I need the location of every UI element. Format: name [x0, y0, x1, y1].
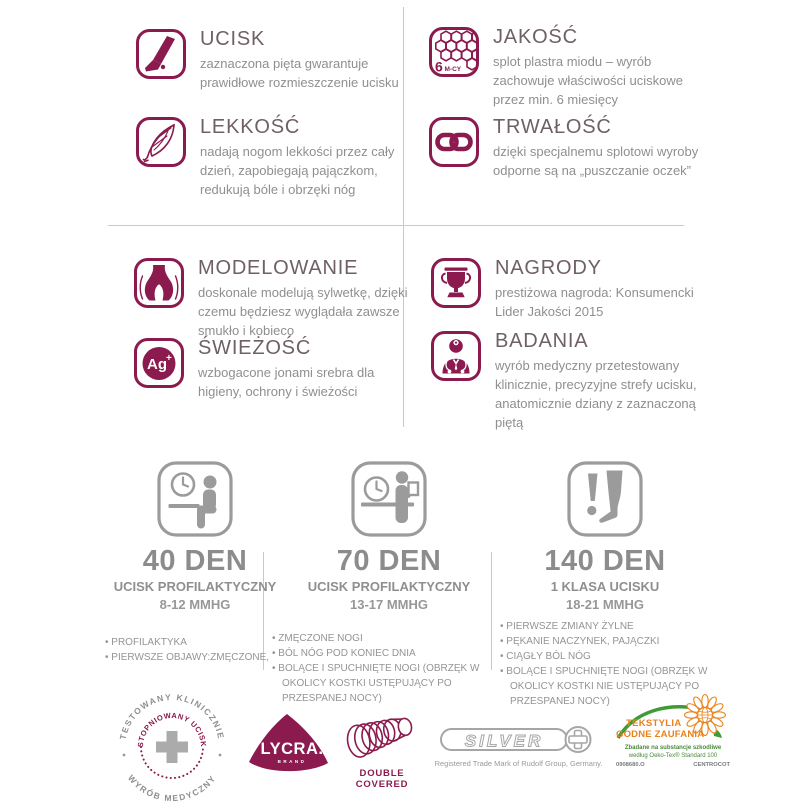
- silver-ion-icon: [133, 337, 185, 389]
- counter-standing-icon: [350, 460, 428, 538]
- feature-lekkosc: [135, 116, 425, 200]
- chain-links-icon: [428, 116, 480, 168]
- honeycomb-icon: [428, 26, 480, 78]
- months-number: 6: [435, 58, 443, 75]
- desk-sitting-icon: [156, 460, 234, 538]
- feature-title: NAGRODY: [495, 257, 602, 279]
- oeko-title-1: TEKSTYLIA: [626, 718, 682, 729]
- lycra-wordmark: LYCRA.: [260, 740, 324, 758]
- symptom-list: [97, 635, 293, 665]
- feature-trwalosc: [428, 116, 718, 181]
- silver-symbol: Ag: [147, 356, 167, 373]
- heel-pressure-icon: [135, 28, 187, 80]
- den-compression-class: UCISK PROFILAKTYCZNY: [113, 579, 277, 594]
- oeko-title-2: GODNE ZAUFANIA: [616, 729, 705, 740]
- feature-badania: [430, 330, 720, 432]
- double-covered-logo: [336, 704, 428, 790]
- doctor-icon: [430, 330, 482, 382]
- feature-description: wyrób medyczny przetestowany klinicznie, precyzyjne strefy ucisku, anatomicznie dziany z zaznaczoną piętą: [495, 358, 697, 430]
- symptom-item: • PIERWSZE ZMIANY ŻYLNE: [500, 619, 713, 634]
- den-pressure: 8-12 MMHG: [159, 597, 231, 612]
- stamp-arc-bottom: WYRÓB MEDYCZNY: [126, 772, 218, 804]
- body-silhouette-icon: [133, 257, 185, 309]
- feature-title: ŚWIEŻOŚĆ: [198, 337, 312, 359]
- lycra-logo: [241, 710, 335, 787]
- stamp-arc-top: TESTOWANY KLINICZNIE: [117, 691, 227, 741]
- oeko-cert-number: 0908680.O: [616, 762, 645, 768]
- leg-warning-icon: [566, 460, 644, 538]
- feature-nagrody: [430, 257, 720, 322]
- months-unit: M-CY: [444, 66, 462, 73]
- oeko-institute: CENTROCOT: [693, 762, 730, 768]
- yarn-coil-icon: [336, 704, 428, 766]
- oeko-tex-logo: [616, 692, 730, 786]
- silver-registered-text: Registered Trade Mark of Rudolf Group, Germany.: [434, 759, 603, 768]
- silver-plus-logo: [426, 724, 611, 768]
- den-compression-class: 1 KLASA UCISKU: [550, 579, 660, 594]
- den-variant-40: [97, 460, 293, 665]
- feature-title: LEKKOŚĆ: [200, 116, 301, 138]
- den-value: 40 DEN: [142, 545, 248, 577]
- den-pressure: 13-17 MMHG: [349, 597, 429, 612]
- feature-description: splot plastra miodu – wyrób zachowuje właściwości uciskowe przez min. 6 miesięcy: [493, 54, 684, 107]
- feature-swiezosc: [133, 337, 423, 402]
- den-value: 70 DEN: [336, 545, 442, 577]
- feature-title: TRWAŁOŚĆ: [493, 116, 612, 138]
- symptom-item: • PROFILAKTYKA: [105, 635, 293, 650]
- svg-text:WYRÓB MEDYCZNY: [126, 773, 218, 803]
- symptom-item: • BOLĄCE I SPUCHNIĘTE NOGI (OBRZĘK W OKOLICY KOSTKI NIE USTĘPUJĄCY PO PRZESPANEJ NOCY): [500, 664, 713, 709]
- den-variant-70: [270, 460, 508, 706]
- feature-ucisk: [135, 28, 425, 93]
- feature-title: MODELOWANIE: [198, 257, 359, 279]
- symptom-list: [270, 631, 508, 706]
- clinical-test-stamp: [108, 688, 236, 811]
- symptom-item: • PĘKANIE NACZYNEK, PAJĄCZKI: [500, 634, 713, 649]
- feature-description: zaznaczona pięta gwarantuje prawidłowe rozmieszczenie ucisku: [200, 56, 399, 90]
- feature-title: UCISK: [200, 28, 266, 50]
- feature-description: wzbogacone jonami srebra dla higieny, ochrony i świeżości: [198, 365, 375, 399]
- symptom-item: • PIERWSZE OBJAWY:ZMĘCZONE,: [105, 650, 293, 665]
- den-compression-class: UCISK PROFILAKTYCZNY: [307, 579, 471, 594]
- feature-description: nadają nogom lekkości przez cały dzień, zapobiegają pajączkom, redukują bóle i obrzęki nóg: [200, 144, 395, 197]
- divider-horizontal: [108, 225, 684, 226]
- stamp-arc-inner: STOPNIOWANY UCISK: [135, 710, 209, 748]
- lycra-brand-label: BRAND: [277, 759, 307, 764]
- feature-description: doskonale modelują sylwetkę, dzięki czemu będziesz wyglądała zawsze smukło i kobieco: [198, 285, 408, 338]
- feature-description: prestiżowa nagroda: Konsumencki Lider Jakości 2015: [495, 285, 694, 319]
- oeko-subtitle-1: Zbadane na substancje szkodliwe: [624, 745, 722, 751]
- feather-icon: [135, 116, 187, 168]
- feature-modelowanie: [133, 257, 423, 341]
- trophy-icon: [430, 257, 482, 309]
- feature-jakosc: [428, 26, 718, 110]
- feature-title: BADANIA: [495, 330, 589, 352]
- medical-cross-icon: [156, 731, 188, 763]
- symptom-item: • ZMĘCZONE NOGI: [272, 631, 508, 646]
- den-pressure: 18-21 MMHG: [565, 597, 645, 612]
- feature-title: JAKOŚĆ: [493, 26, 578, 48]
- den-value: 140 DEN: [544, 545, 666, 577]
- feature-description: dzięki specjalnemu splotowi wyroby odporne są na „puszczanie oczek”: [493, 144, 699, 178]
- symptom-item: • BÓL NÓG POD KONIEC DNIA: [272, 646, 508, 661]
- double-covered-label: DOUBLE COVERED: [355, 768, 409, 790]
- plus-symbol: +: [166, 353, 172, 364]
- oeko-subtitle-2: według Oeko-Tex® Standard 100: [628, 753, 718, 759]
- den-variant-140: [497, 460, 713, 709]
- symptom-item: • BOLĄCE I SPUCHNIĘTE NOGI (OBRZĘK W OKOLICY KOSTKI USTĘPUJĄCY PO PRZESPANEJ NOCY): [272, 661, 508, 706]
- symptom-item: • CIĄGŁY BÓL NÓG: [500, 649, 713, 664]
- silver-wordmark: SILVER: [464, 731, 543, 751]
